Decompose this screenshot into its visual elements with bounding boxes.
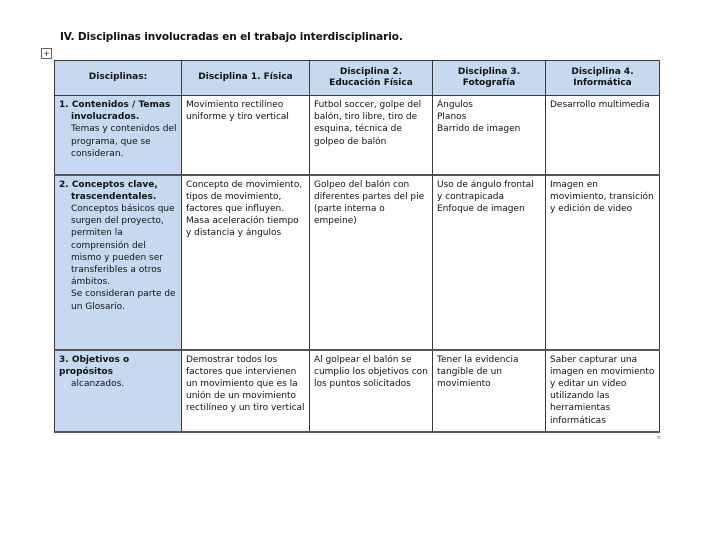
table-cell <box>433 350 546 432</box>
cell-text: Futbol soccer, golpe del balón, tiro libre, tiro de esquina, técnica de golpeo de balón <box>314 100 422 147</box>
page-heading: IV. Disciplinas involucradas en el trabajo interdisciplinario. <box>60 31 403 43</box>
row-title: 3. Objetivos o propósitos <box>59 354 130 377</box>
header-cell-informatica: Disciplina 4. Informática <box>546 61 660 96</box>
cell-text: Enfoque de imagen <box>437 203 525 214</box>
cell-text: Barrido de imagen <box>437 124 521 135</box>
cell-text: Tener la evidencia tangible de un movimiento <box>437 354 519 389</box>
table-cell <box>310 96 433 175</box>
row-description-glossary: Se consideran parte de un Glosario. <box>71 289 176 312</box>
cell-text: Al golpear el balón se cumplio los objetivos con los puntos solicitados <box>314 354 428 389</box>
row-header-objetivos <box>55 350 182 432</box>
header-cell-disciplinas: Disciplinas: <box>55 61 182 96</box>
disciplines-table <box>54 60 660 433</box>
header-cell-fotografia: Disciplina 3. Fotografía <box>433 61 546 96</box>
cell-text: Uso de ángulo frontal y contrapicada <box>437 179 534 202</box>
table-cell <box>310 350 433 432</box>
table-move-handle-icon[interactable]: + <box>41 48 52 59</box>
row-description: alcanzados. <box>71 378 125 389</box>
cell-text: Desarrollo multimedia <box>550 100 650 110</box>
row-header-contenidos <box>55 96 182 175</box>
cell-text: Ángulos <box>437 100 473 110</box>
row-title-continued: involucrados. <box>71 112 140 123</box>
cell-text: Imagen en movimiento, transición y edición de video <box>550 179 654 214</box>
table-cell <box>433 96 546 175</box>
table-row <box>55 175 660 350</box>
table-cell <box>433 175 546 350</box>
cell-text: Movimiento rectilíneo uniforme y tiro vertical <box>186 100 289 123</box>
cell-text: Concepto de movimiento, tipos de movimiento, factores que influyen. Masa aceleración tiempo y distancia y ángulos <box>186 179 303 239</box>
row-title: 1. Contenidos / Temas <box>59 100 171 110</box>
table-cell <box>546 175 660 350</box>
table-cell <box>546 96 660 175</box>
row-description: Conceptos básicos que surgen del proyecto, permiten la comprensión del mismo y pueden ser transferibles a otros ámbitos. <box>71 203 175 288</box>
cell-text: Golpeo del balón con diferentes partes del pie (parte interna o empeine) <box>314 179 425 227</box>
header-cell-fisica: Disciplina 1. Física <box>182 61 310 96</box>
row-title-continued: trascendentales. <box>71 191 157 202</box>
row-description: Temas y contenidos del programa, que se consideran. <box>71 124 177 159</box>
table-row <box>55 350 660 432</box>
table-cell <box>182 350 310 432</box>
cell-text: Saber capturar una imagen en movimiento y editar un video utilizando las herramientas informáticas <box>550 354 655 426</box>
cell-text: Planos <box>437 112 467 123</box>
cell-text: Demostrar todos los factores que intervienen un movimiento que es la unión de un movimiento rectilíneo y un tiro vertical <box>186 354 305 414</box>
header-row <box>55 61 660 96</box>
table-row <box>55 96 660 175</box>
table-cell <box>182 175 310 350</box>
end-of-cell-mark: ¤ <box>657 434 661 441</box>
header-cell-educacion-fisica: Disciplina 2. Educación Física <box>310 61 433 96</box>
row-header-conceptos <box>55 175 182 350</box>
row-title: 2. Conceptos clave, <box>59 179 158 190</box>
table-cell <box>310 175 433 350</box>
table-cell <box>546 350 660 432</box>
table-cell <box>182 96 310 175</box>
